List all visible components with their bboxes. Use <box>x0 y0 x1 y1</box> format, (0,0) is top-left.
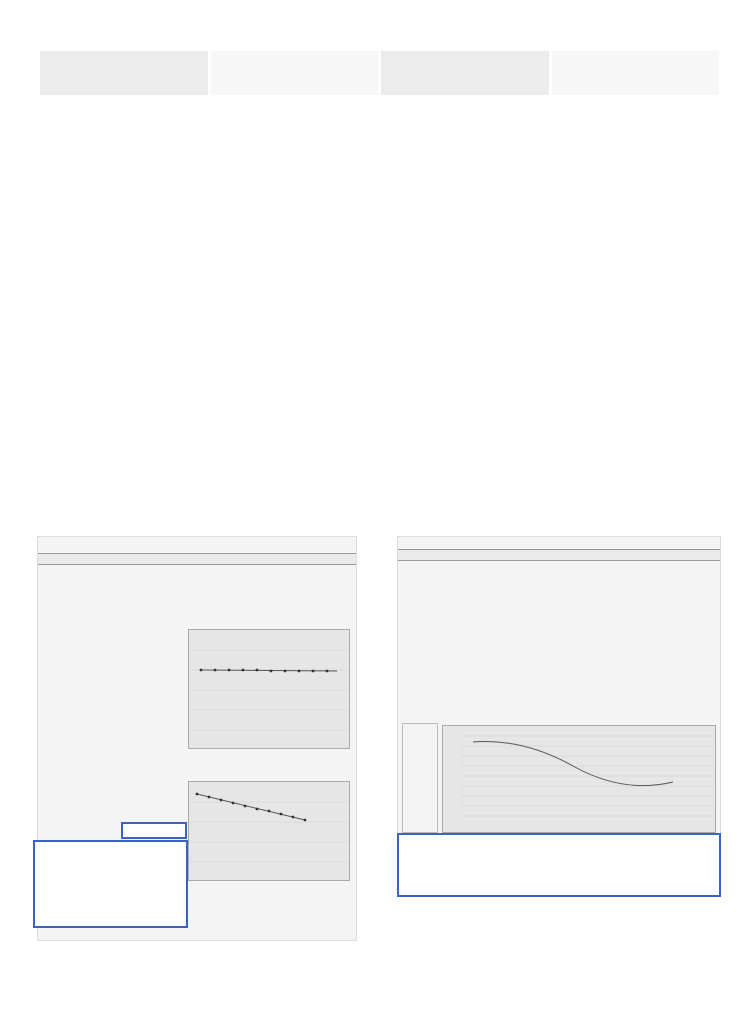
data-point <box>244 805 247 808</box>
natural-decay-svg <box>189 630 351 750</box>
data-point <box>256 669 259 672</box>
total-decay-chart <box>188 781 350 881</box>
data-point <box>270 670 273 673</box>
data-point <box>326 670 329 673</box>
data-point <box>312 670 315 673</box>
total-decay-svg <box>189 782 351 882</box>
natural-decay-chart <box>188 629 350 749</box>
data-point <box>200 669 203 672</box>
doc-standard <box>38 553 356 565</box>
data-point <box>268 810 271 813</box>
data-point <box>284 670 287 673</box>
filter-cell <box>211 51 379 95</box>
data-point <box>242 669 245 672</box>
filter-cell <box>552 51 720 95</box>
doc-standard <box>398 549 720 561</box>
ccm-fit-curve <box>473 742 673 786</box>
chart-label <box>402 723 438 833</box>
ccm-chart-svg <box>443 726 717 834</box>
data-point <box>220 799 223 802</box>
ccm-chart <box>442 725 716 833</box>
data-point <box>214 669 217 672</box>
data-point <box>228 669 231 672</box>
callout-header <box>121 822 187 839</box>
data-point <box>232 802 235 805</box>
data-point <box>208 796 211 799</box>
filter-table <box>37 48 722 98</box>
data-point <box>280 813 283 816</box>
data-point <box>298 670 301 673</box>
fit-line <box>197 794 305 820</box>
data-point <box>196 793 199 796</box>
cadr-result-table <box>33 840 188 928</box>
right-report-image <box>397 536 721 836</box>
filter-cell <box>381 51 549 95</box>
data-point <box>256 808 259 811</box>
data-point <box>292 816 295 819</box>
ccm-result-table <box>397 833 721 897</box>
data-point <box>304 819 307 822</box>
filter-cell <box>40 51 208 95</box>
